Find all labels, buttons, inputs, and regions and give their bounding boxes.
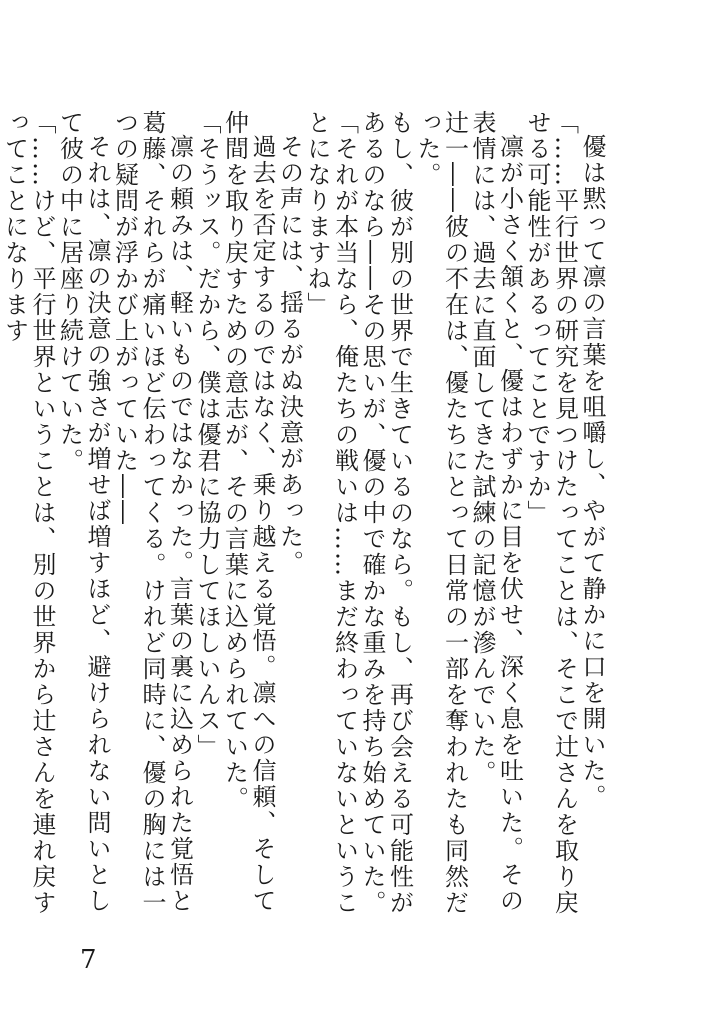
paragraph: もし、彼が別の世界で生きているのなら。もし、再び会える可能性があるのなら――その思いが、優の中で確かな重みを持ち始めていた。 bbox=[358, 110, 414, 916]
paragraph: 優は黙って凛の言葉を咀嚼し、やがて静かに口を開いた。 bbox=[578, 134, 606, 810]
paragraph: 過去を否定するのではなく、乗り越える覚悟。凛への信頼、そして仲間を取り戻すための意志が、その言葉に込められていた。 bbox=[220, 110, 276, 914]
paragraph: 凛が小さく頷くと、優はわずかに目を伏せ、深く息を吐いた。その表情には、過去に直面してきた試練の記憶が滲んでいた。 bbox=[468, 110, 524, 914]
dialogue-paragraph: 「そうッス。だから、僕は優君に協力してほしいんス」 bbox=[193, 110, 221, 760]
paragraph: 辻一――彼の不在は、優たちにとって日常の一部を奪われたも同然だった。 bbox=[413, 110, 469, 916]
dialogue-paragraph: 「……平行世界の研究を見つけたってことは、そこで辻さんを取り戻せる可能性があるってことですか」 bbox=[523, 110, 579, 916]
paragraph: それは、凛の決意の強さが増せば増すほど、避けられない問いとして彼の中に居座り続けていた。 bbox=[55, 110, 111, 914]
paragraph: その声には、揺るがぬ決意があった。 bbox=[275, 134, 304, 576]
dialogue-paragraph: 「それが本当なら、俺たちの戦いは……まだ終わっていないということになりますね」 bbox=[303, 110, 359, 916]
dialogue-paragraph: 「……けど、平行世界ということは、別の世界から辻さんを連れ戻すってことになります bbox=[0, 110, 56, 916]
page-number: 7 bbox=[80, 945, 97, 975]
vertical-text-body bbox=[0, 110, 606, 930]
paragraph: 凛の頼みは、軽いものではなかった。言葉の裏に込められた覚悟と葛藤、それらが痛いほど伝わってくる。けれど同時に、優の胸には一つの疑問が浮かび上がっていた―― bbox=[110, 110, 194, 916]
